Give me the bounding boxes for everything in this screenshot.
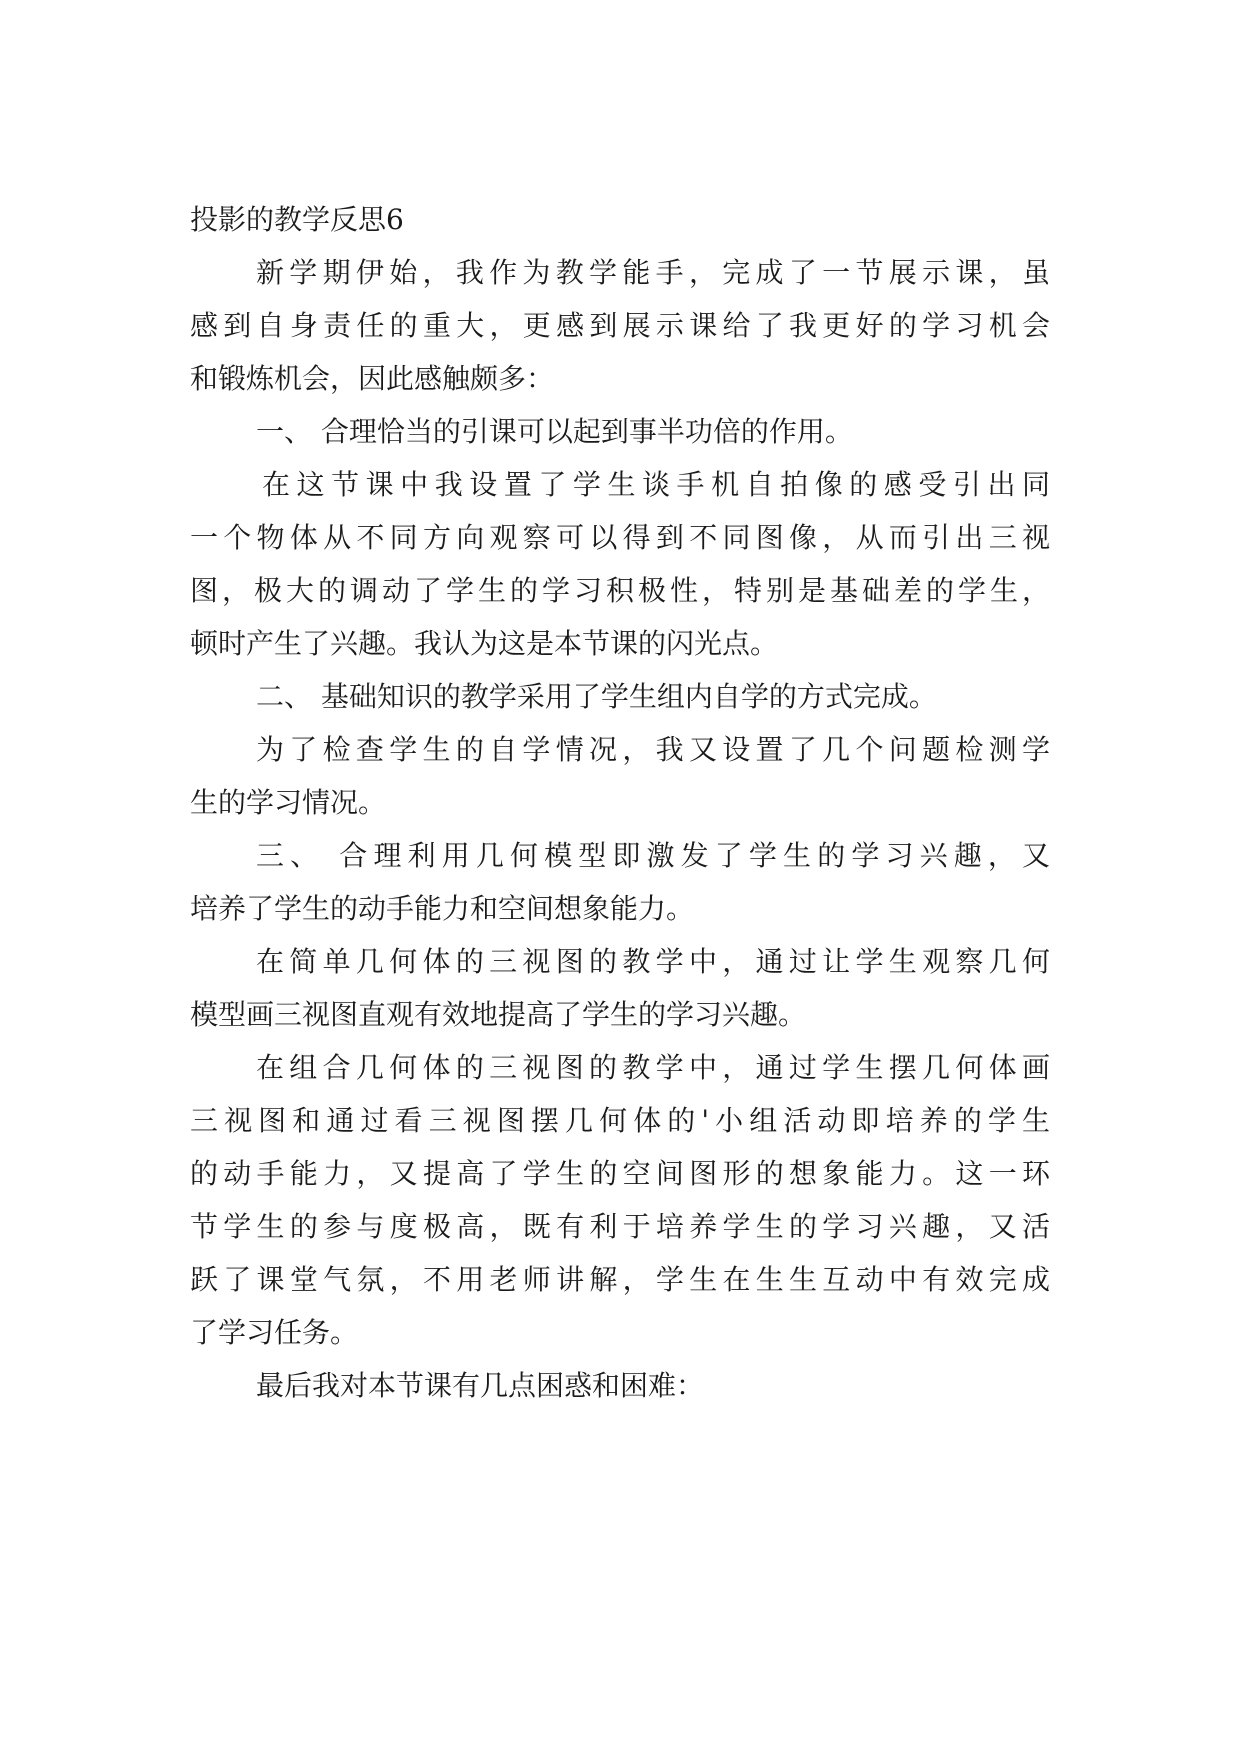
paragraph-line: 培养了学生的动手能力和空间想象能力。	[190, 892, 695, 925]
paragraph-line: 在组合几何体的三视图的教学中，通过学生摆几何体画	[256, 1051, 1050, 1084]
paragraph-line: 图，极大的调动了学生的学习积极性，特别是基础差的学生，	[190, 574, 1050, 607]
paragraph-line: 最后我对本节课有几点困惑和困难：	[256, 1369, 705, 1402]
section-heading: 一、 合理恰当的引课可以起到事半功倍的作用。	[256, 415, 853, 448]
section-heading: 二、 基础知识的教学采用了学生组内自学的方式完成。	[256, 680, 937, 713]
paragraph-line: 在这节课中我设置了学生谈手机自拍像的感受引出同	[262, 468, 1050, 501]
paragraph-line: 模型画三视图直观有效地提高了学生的学习兴趣。	[190, 998, 807, 1031]
paragraph-line: 一个物体从不同方向观察可以得到不同图像，从而引出三视	[190, 521, 1050, 554]
paragraph-line: 节学生的参与度极高，既有利于培养学生的学习兴趣，又活	[190, 1210, 1050, 1243]
paragraph-line: 三视图和通过看三视图摆几何体的'小组活动即培养的学生	[190, 1104, 1050, 1137]
document-title: 投影的教学反思6	[190, 203, 404, 236]
paragraph-line: 感到自身责任的重大，更感到展示课给了我更好的学习机会	[190, 309, 1050, 342]
paragraph-line: 的动手能力，又提高了学生的空间图形的想象能力。这一环	[190, 1157, 1050, 1190]
paragraph-line: 和锻炼机会，因此感触颇多：	[190, 362, 555, 395]
paragraph-line: 了学习任务。	[190, 1316, 359, 1349]
paragraph-line: 顿时产生了兴趣。我认为这是本节课的闪光点。	[190, 627, 779, 660]
paragraph-line: 跃了课堂气氛，不用老师讲解，学生在生生互动中有效完成	[190, 1263, 1050, 1296]
paragraph-line: 为了检查学生的自学情况，我又设置了几个问题检测学	[256, 733, 1050, 766]
section-heading: 三、 合理利用几何模型即激发了学生的学习兴趣，又	[256, 839, 1050, 872]
paragraph-line: 新学期伊始，我作为教学能手，完成了一节展示课，虽	[256, 256, 1050, 289]
paragraph-line: 生的学习情况。	[190, 786, 387, 819]
paragraph-line: 在简单几何体的三视图的教学中，通过让学生观察几何	[256, 945, 1050, 978]
